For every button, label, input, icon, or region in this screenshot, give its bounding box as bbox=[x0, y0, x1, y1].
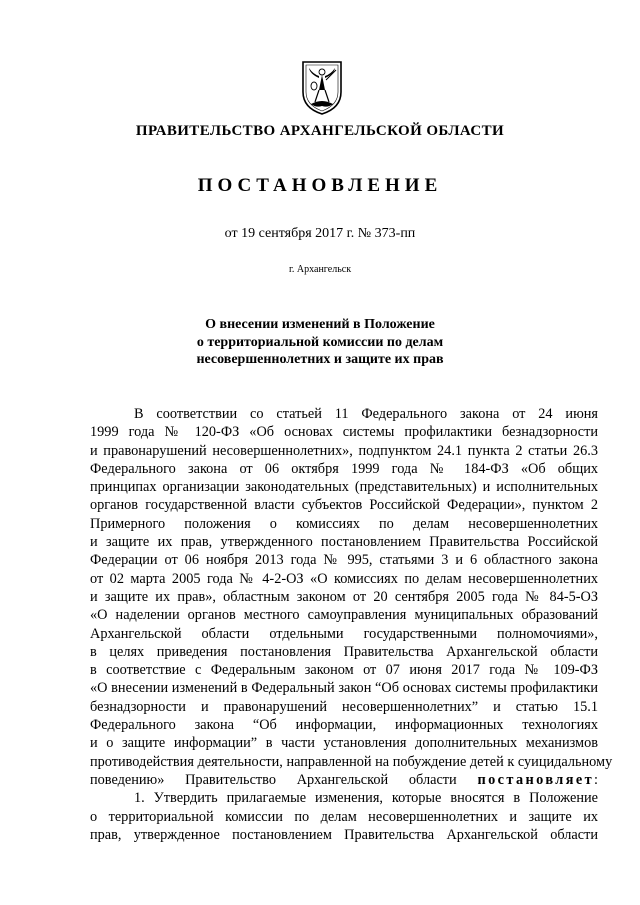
body-line: принципах организации законодательных (представительных) и исполнительных bbox=[90, 479, 598, 496]
body-line: и защите их прав, утвержденного постановлением Правительства Российской bbox=[90, 534, 598, 551]
body-line: органов государственной власти субъектов Российской Федерации», пунктом 2 bbox=[90, 497, 598, 514]
government-name: ПРАВИТЕЛЬСТВО АРХАНГЕЛЬСКОЙ ОБЛАСТИ bbox=[135, 123, 505, 139]
body-line: 1999 года № 120-ФЗ «Об основах системы профилактики безнадзорности bbox=[90, 424, 598, 441]
document-body bbox=[90, 405, 613, 844]
body-line: и о защите информации” в части установления дополнительных механизмов bbox=[90, 735, 598, 752]
body-line: в соответствие с Федеральным законом от 07 июня 2017 года № 109-ФЗ bbox=[90, 662, 598, 679]
body-line: противодействия деятельности, направленной на побуждение детей к суицидальному bbox=[90, 753, 613, 770]
body-line: «О наделении органов местного самоуправления муниципальных образований bbox=[90, 607, 598, 624]
body-line: в целях приведения постановления Правительства Архангельской области bbox=[90, 643, 598, 660]
document-subject bbox=[0, 316, 640, 369]
body-line-resolution bbox=[90, 771, 598, 789]
body-line: Архангельской области отдельными государственными полномочиями», bbox=[90, 625, 598, 642]
item-line: прав, утвержденное постановлением Правительства Архангельской области bbox=[90, 826, 598, 843]
resolution-prefix: поведению» Правительство Архангельской области bbox=[90, 771, 457, 788]
item-line: о территориальной комиссии по делам несовершеннолетних и защите их bbox=[90, 808, 598, 825]
subject-line: несовершеннолетних и защите их прав bbox=[196, 352, 444, 367]
resolution-keyword: постановляет bbox=[477, 771, 595, 788]
item-line: 1. Утвердить прилагаемые изменения, которые вносятся в Положение bbox=[134, 790, 598, 807]
body-line: Примерного положения о комиссиях по делам несовершеннолетних bbox=[90, 515, 598, 532]
coat-of-arms-icon bbox=[300, 58, 344, 116]
resolution-colon: : bbox=[594, 771, 598, 788]
document-type-title: ПОСТАНОВЛЕНИЕ bbox=[197, 175, 443, 196]
subject-line: О внесении изменений в Положение bbox=[205, 317, 435, 332]
body-line: и защите их прав», областным законом от 20 сентября 2005 года № 84-5-ОЗ bbox=[90, 588, 598, 605]
body-line: Федерации от 06 ноября 2013 года № 995, статьями 3 и 6 областного закона bbox=[90, 552, 598, 569]
body-line: Федерального закона “Об информации, информационных технологиях bbox=[90, 717, 598, 734]
body-line: безнадзорности и правонарушений несовершеннолетних” и статью 15.1 bbox=[90, 698, 598, 715]
body-line: Федерального закона от 06 октября 1999 года № 184-ФЗ «Об общих bbox=[90, 460, 598, 477]
subject-line: о территориальной комиссии по делам bbox=[196, 334, 444, 350]
body-line: «О внесении изменений в Федеральный закон “Об основах системы профилактики bbox=[90, 680, 598, 697]
city: г. Архангельск bbox=[288, 264, 352, 275]
body-line: от 02 марта 2005 года № 4-2-ОЗ «О комиссиях по делам несовершеннолетних bbox=[90, 570, 598, 587]
date-and-number: от 19 сентября 2017 г. № 373-пп bbox=[224, 226, 416, 241]
body-line: В соответствии со статьей 11 Федерального закона от 24 июня bbox=[134, 406, 598, 422]
body-line: и правонарушений несовершеннолетних», подпунктом 24.1 пункта 2 статьи 26.3 bbox=[90, 442, 598, 459]
